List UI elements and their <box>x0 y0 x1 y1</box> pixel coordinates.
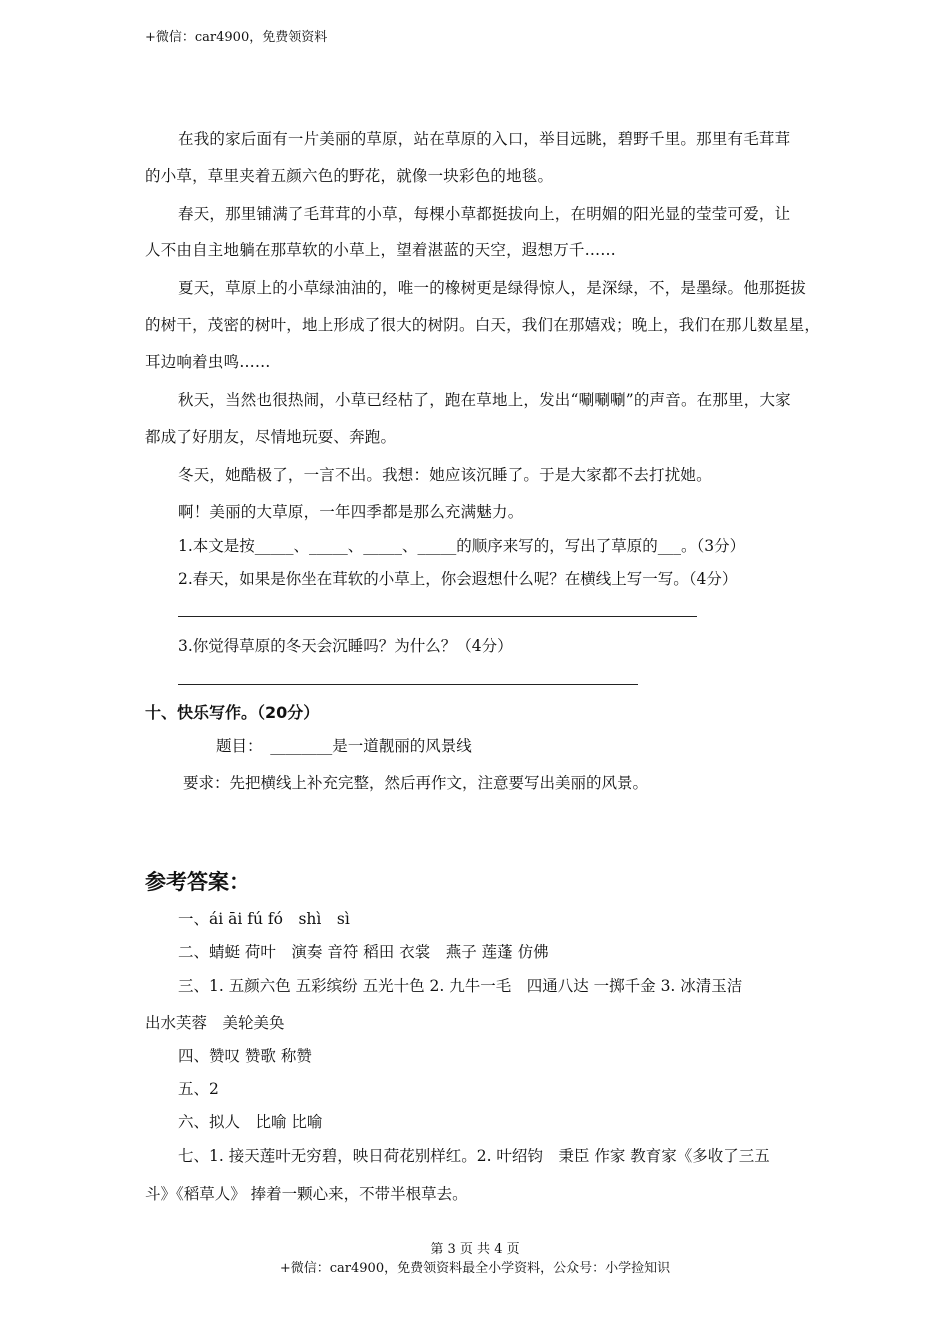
section-heading-writing: 十、快乐写作。（20分） <box>145 703 320 722</box>
page-footer: +微信：car4900，免费领资料最全小学资料，公众号：小学捡知识 <box>279 1261 671 1276</box>
passage-line: 耳边响着虫鸣…… <box>145 353 271 371</box>
question-2: 2.春天，如果是你坐在茸软的小草上，你会遐想什么呢？在横线上写一写。（4分） <box>178 570 738 588</box>
passage-line: 在我的家后面有一片美丽的草原，站在草原的入口，举目远眺，碧野千里。那里有毛茸茸 <box>178 130 791 148</box>
answer-line-text: 三、1. 五颜六色 五彩缤纷 五光十色 2. 九牛一毛 四通八达 一掷千金 3. 冰清玉洁 <box>178 977 743 995</box>
answer-line-text: 二、蜻蜓 荷叶 演奏 音符 稻田 衣裳 燕子 莲蓬 仿佛 <box>178 943 549 961</box>
page-number: 第 3 页 共 4 页 <box>430 1242 520 1257</box>
passage-line: 都成了好朋友，尽情地玩耍、奔跑。 <box>145 428 397 446</box>
answer-line[interactable] <box>178 616 697 617</box>
answers-title: 参考答案： <box>145 870 250 894</box>
writing-requirement: 要求：先把横线上补充完整，然后再作文，注意要写出美丽的风景。 <box>183 774 649 792</box>
answer-line[interactable] <box>178 684 638 685</box>
question-1: 1.本文是按_____、_____、_____、_____的顺序来写的，写出了草原的___。（3分） <box>178 537 746 555</box>
answer-line-text: 六、拟人 比喻 比喻 <box>178 1113 323 1131</box>
answer-line-text: 四、赞叹 赞歌 称赞 <box>178 1047 312 1065</box>
passage-line: 人不由自主地躺在那草软的小草上，望着湛蓝的天空，遐想万千…… <box>145 241 617 259</box>
passage-line: 冬天，她酷极了，一言不出。我想：她应该沉睡了。于是大家都不去打扰她。 <box>178 466 712 484</box>
answer-line-text: 出水芙蓉 美轮美奂 <box>145 1014 285 1032</box>
passage-line: 啊！美丽的大草原，一年四季都是那么充满魅力。 <box>178 503 524 521</box>
passage-line: 的小草，草里夹着五颜六色的野花，就像一块彩色的地毯。 <box>145 167 554 185</box>
writing-topic: 题目： ________是一道靓丽的风景线 <box>216 737 472 755</box>
answer-line-text: 七、1. 接天莲叶无穷碧，映日荷花别样红。2. 叶绍钧 秉臣 作家 教育家《多收了三五 <box>178 1147 770 1165</box>
question-3: 3.你觉得草原的冬天会沉睡吗？为什么？（4分） <box>178 637 513 655</box>
answer-line-text: 五、2 <box>178 1080 219 1098</box>
answer-line-text: 斗》《稻草人》 捧着一颗心来，不带半根草去。 <box>145 1185 468 1203</box>
passage-line: 秋天，当然也很热闹，小草已经枯了，跑在草地上，发出“唰唰唰”的声音。在那里，大家 <box>178 391 791 409</box>
page-header: +微信：car4900，免费领资料 <box>145 30 328 45</box>
passage-line: 夏天，草原上的小草绿油油的，唯一的橡树更是绿得惊人，是深绿，不，是墨绿。他那挺拔 <box>178 279 807 297</box>
passage-line: 的树干，茂密的树叶，地上形成了很大的树阴。白天，我们在那嬉戏；晚上，我们在那儿数星星， <box>145 316 821 334</box>
passage-line: 春天，那里铺满了毛茸茸的小草，每棵小草都挺拔向上，在明媚的阳光显的莹莹可爱，让 <box>178 205 791 223</box>
answer-line-text: 一、ái āi fú fó shì sì <box>178 910 350 928</box>
